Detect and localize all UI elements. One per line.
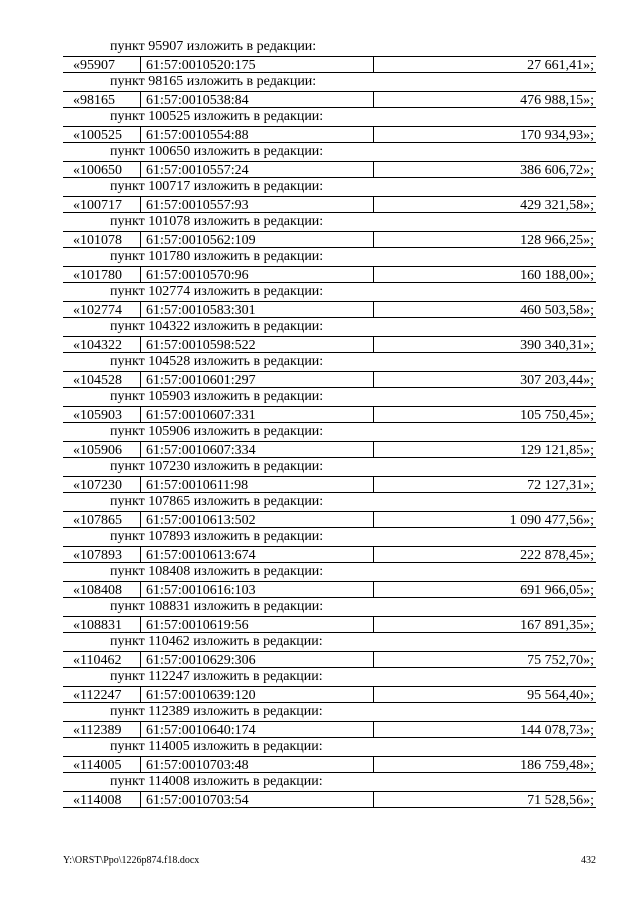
amendment-instruction: пункт 107230 изложить в редакции:	[110, 459, 324, 474]
amendment-instruction: пункт 104322 изложить в редакции:	[110, 319, 324, 334]
item-number-cell: «104528	[63, 372, 141, 388]
cadastral-number-cell: 61:57:0010607:331	[141, 407, 374, 423]
cadastral-number-cell: 61:57:0010562:109	[141, 232, 374, 248]
value-cell: 1 090 477,56»;	[509, 512, 594, 528]
cadastral-number-cell: 61:57:0010611:98	[141, 477, 374, 493]
item-number-cell: «108408	[63, 582, 141, 598]
value-cell: 476 988,15»;	[520, 92, 594, 108]
amendment-instruction: пункт 102774 изложить в редакции:	[110, 284, 324, 299]
cadastral-number-cell: 61:57:0010640:174	[141, 722, 374, 738]
item-number-cell: «114005	[63, 757, 141, 773]
value-cell: 75 752,70»;	[527, 652, 594, 668]
table-row	[63, 91, 596, 109]
table-row	[63, 336, 596, 354]
table-row	[63, 266, 596, 284]
cadastral-number-cell: 61:57:0010538:84	[141, 92, 374, 108]
cadastral-number-cell: 61:57:0010613:674	[141, 547, 374, 563]
page-footer	[63, 855, 596, 866]
amendments-table	[63, 38, 596, 808]
value-cell: 222 878,45»;	[520, 547, 594, 563]
cadastral-number-cell: 61:57:0010703:54	[141, 792, 374, 808]
table-row	[63, 301, 596, 319]
value-cell: 160 188,00»;	[520, 267, 594, 283]
item-number-cell: «101078	[63, 232, 141, 248]
amendment-instruction: пункт 101078 изложить в редакции:	[110, 214, 324, 229]
value-cell: 129 121,85»;	[520, 442, 594, 458]
item-number-cell: «110462	[63, 652, 141, 668]
cadastral-number-cell: 61:57:0010619:56	[141, 617, 374, 633]
value-cell: 390 340,31»;	[520, 337, 594, 353]
table-row	[63, 616, 596, 634]
item-number-cell: «107865	[63, 512, 141, 528]
amendment-instruction: пункт 108831 изложить в редакции:	[110, 599, 324, 614]
item-number-cell: «112247	[63, 687, 141, 703]
value-cell: 95 564,40»;	[527, 687, 594, 703]
table-row	[63, 791, 596, 809]
value-cell: 186 759,48»;	[520, 757, 594, 773]
cadastral-number-cell: 61:57:0010598:522	[141, 337, 374, 353]
amendment-instruction: пункт 105906 изложить в редакции:	[110, 424, 324, 439]
table-row	[63, 756, 596, 774]
item-number-cell: «100717	[63, 197, 141, 213]
amendment-instruction: пункт 104528 изложить в редакции:	[110, 354, 324, 369]
amendment-instruction: пункт 107893 изложить в редакции:	[110, 529, 324, 544]
item-number-cell: «107230	[63, 477, 141, 493]
item-number-cell: «112389	[63, 722, 141, 738]
table-row	[63, 126, 596, 144]
value-cell: 144 078,73»;	[520, 722, 594, 738]
amendment-instruction: пункт 105903 изложить в редакции:	[110, 389, 324, 404]
value-cell: 71 528,56»;	[527, 792, 594, 808]
value-cell: 170 934,93»;	[520, 127, 594, 143]
amendment-instruction: пункт 112389 изложить в редакции:	[110, 704, 323, 719]
item-number-cell: «95907	[63, 57, 141, 73]
value-cell: 386 606,72»;	[520, 162, 594, 178]
item-number-cell: «102774	[63, 302, 141, 318]
table-row	[63, 581, 596, 599]
value-cell: 429 321,58»;	[520, 197, 594, 213]
amendment-instruction: пункт 100525 изложить в редакции:	[110, 109, 324, 124]
cadastral-number-cell: 61:57:0010557:93	[141, 197, 374, 213]
item-number-cell: «108831	[63, 617, 141, 633]
cadastral-number-cell: 61:57:0010613:502	[141, 512, 374, 528]
item-number-cell: «104322	[63, 337, 141, 353]
item-number-cell: «114008	[63, 792, 141, 808]
amendment-instruction: пункт 110462 изложить в редакции:	[110, 634, 323, 649]
cadastral-number-cell: 61:57:0010616:103	[141, 582, 374, 598]
amendment-instruction: пункт 107865 изложить в редакции:	[110, 494, 324, 509]
table-row	[63, 686, 596, 704]
cadastral-number-cell: 61:57:0010583:301	[141, 302, 374, 318]
table-row	[63, 511, 596, 529]
value-cell: 128 966,25»;	[520, 232, 594, 248]
amendment-instruction: пункт 108408 изложить в редакции:	[110, 564, 324, 579]
file-path: Y:\ORST\Ppo\1226p874.f18.docx	[63, 855, 200, 866]
table-row	[63, 406, 596, 424]
value-cell: 307 203,44»;	[520, 372, 594, 388]
table-row	[63, 546, 596, 564]
table-row	[63, 56, 596, 74]
cadastral-number-cell: 61:57:0010557:24	[141, 162, 374, 178]
amendment-instruction: пункт 100650 изложить в редакции:	[110, 144, 324, 159]
cadastral-number-cell: 61:57:0010601:297	[141, 372, 374, 388]
cadastral-number-cell: 61:57:0010629:306	[141, 652, 374, 668]
item-number-cell: «105906	[63, 442, 141, 458]
amendment-instruction: пункт 112247 изложить в редакции:	[110, 669, 323, 684]
item-number-cell: «107893	[63, 547, 141, 563]
value-cell: 167 891,35»;	[520, 617, 594, 633]
table-row	[63, 721, 596, 739]
amendment-instruction: пункт 100717 изложить в редакции:	[110, 179, 324, 194]
amendment-instruction: пункт 114008 изложить в редакции:	[110, 774, 323, 789]
amendment-instruction: пункт 98165 изложить в редакции:	[110, 74, 317, 89]
item-number-cell: «100525	[63, 127, 141, 143]
cadastral-number-cell: 61:57:0010607:334	[141, 442, 374, 458]
value-cell: 27 661,41»;	[527, 57, 594, 73]
amendment-instruction: пункт 114005 изложить в редакции:	[110, 739, 323, 754]
page-number: 432	[581, 855, 596, 866]
table-row	[63, 441, 596, 459]
amendment-instruction: пункт 101780 изложить в редакции:	[110, 249, 324, 264]
item-number-cell: «101780	[63, 267, 141, 283]
item-number-cell: «98165	[63, 92, 141, 108]
cadastral-number-cell: 61:57:0010639:120	[141, 687, 374, 703]
table-row	[63, 161, 596, 179]
cadastral-number-cell: 61:57:0010520:175	[141, 57, 374, 73]
cadastral-number-cell: 61:57:0010703:48	[141, 757, 374, 773]
item-number-cell: «100650	[63, 162, 141, 178]
value-cell: 460 503,58»;	[520, 302, 594, 318]
table-row	[63, 651, 596, 669]
value-cell: 691 966,05»;	[520, 582, 594, 598]
table-row	[63, 231, 596, 249]
table-row	[63, 371, 596, 389]
cadastral-number-cell: 61:57:0010570:96	[141, 267, 374, 283]
table-row	[63, 476, 596, 494]
item-number-cell: «105903	[63, 407, 141, 423]
value-cell: 72 127,31»;	[527, 477, 594, 493]
amendment-instruction: пункт 95907 изложить в редакции:	[110, 39, 317, 54]
table-row	[63, 196, 596, 214]
value-cell: 105 750,45»;	[520, 407, 594, 423]
cadastral-number-cell: 61:57:0010554:88	[141, 127, 374, 143]
